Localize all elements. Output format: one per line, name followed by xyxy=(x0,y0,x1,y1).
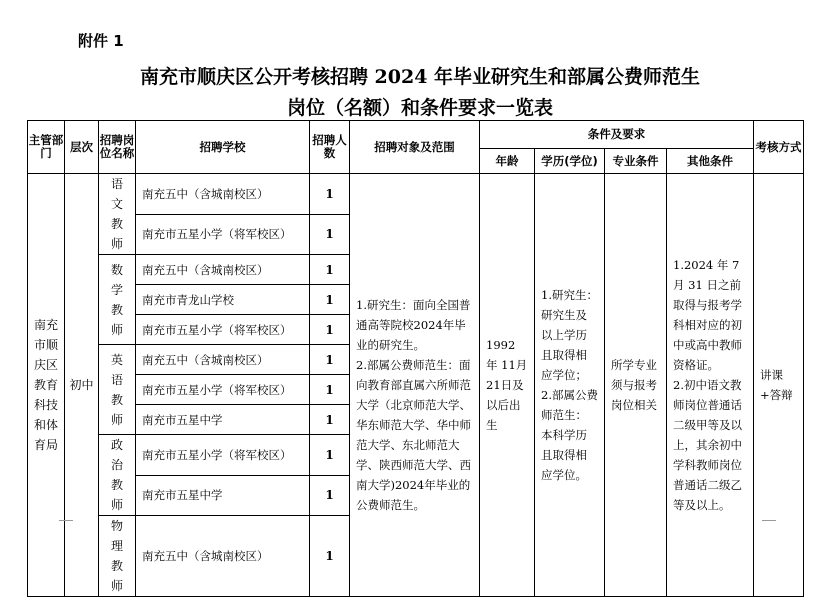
school-cell: 南充市五星小学（将军校区） xyxy=(136,435,310,476)
other-paragraph-2: 2.初中语文教师岗位普通话二级甲等及以上，其余初中学科教师岗位普通话二级乙等及以上。 xyxy=(673,378,742,512)
count-cell: 1 xyxy=(310,315,350,345)
school-cell: 南充市五星小学（将军校区） xyxy=(136,214,310,255)
page-corner-mark-right xyxy=(762,520,776,521)
position-cell: 政治教师 xyxy=(99,435,136,516)
header-row xyxy=(28,121,804,149)
table-body xyxy=(28,121,804,597)
table-row xyxy=(28,174,804,215)
position-cell: 英语教师 xyxy=(99,345,136,435)
age-cell: 1992 年 11月21日及以后出生 xyxy=(480,174,535,597)
recruitment-table xyxy=(27,120,804,597)
other-paragraph-1: 1.2024 年 7 月 31 日之前取得与报考学科相对应的初中或高中教师资格证。 xyxy=(673,258,742,372)
header-count: 招聘人数 xyxy=(310,121,350,174)
school-cell: 南充市五星中学 xyxy=(136,405,310,435)
header-level: 层次 xyxy=(65,121,99,174)
header-age: 年龄 xyxy=(480,149,535,174)
header-other: 其他条件 xyxy=(667,149,754,174)
education-paragraph-1: 1.研究生：研究生及以上学历且取得相应学位； xyxy=(541,288,598,382)
school-cell: 南充五中（含城南校区） xyxy=(136,174,310,215)
count-cell: 1 xyxy=(310,345,350,375)
header-conditions: 条件及要求 xyxy=(480,121,754,149)
header-exam: 考核方式 xyxy=(754,121,804,174)
school-cell: 南充市青龙山学校 xyxy=(136,285,310,315)
position-cell: 语文教师 xyxy=(99,174,136,255)
count-cell: 1 xyxy=(310,214,350,255)
school-cell: 南充五中（含城南校区） xyxy=(136,516,310,597)
school-cell: 南充五中（含城南校区） xyxy=(136,255,310,285)
header-target: 招聘对象及范围 xyxy=(350,121,480,174)
header-major: 专业条件 xyxy=(605,149,667,174)
document-title-line2: 岗位（名额）和条件要求一览表 xyxy=(286,97,553,119)
count-cell: 1 xyxy=(310,255,350,285)
school-cell: 南充五中（含城南校区） xyxy=(136,345,310,375)
target-cell xyxy=(350,174,480,597)
count-cell: 1 xyxy=(310,516,350,597)
education-cell xyxy=(535,174,605,597)
dept-cell: 南充市顺庆区教育科技和体育局 xyxy=(28,174,65,597)
page-corner-mark-left xyxy=(59,520,73,521)
count-cell: 1 xyxy=(310,405,350,435)
count-cell: 1 xyxy=(310,375,350,405)
major-cell: 所学专业须与报考岗位相关 xyxy=(605,174,667,597)
target-paragraph-2: 2.部属公费师范生：面向教育部直属六所师范大学（北京师范大学、华东师范大学、华中师范大学、东北师范大学、陕西师范大学、西南大学)2024年毕业的公费师范生。 xyxy=(356,358,471,512)
exam-cell: 讲课+答辩 xyxy=(754,174,804,597)
other-cell xyxy=(667,174,754,597)
header-dept: 主管部门 xyxy=(28,121,65,174)
school-cell: 南充市五星小学（将军校区） xyxy=(136,375,310,405)
count-cell: 1 xyxy=(310,285,350,315)
position-cell: 物理教师 xyxy=(99,516,136,597)
header-education: 学历(学位) xyxy=(535,149,605,174)
count-cell: 1 xyxy=(310,174,350,215)
school-cell: 南充市五星中学 xyxy=(136,475,310,516)
level-cell: 初中 xyxy=(65,174,99,597)
school-cell: 南充市五星小学（将军校区） xyxy=(136,315,310,345)
count-cell: 1 xyxy=(310,435,350,476)
document-title-line1: 南充市顺庆区公开考核招聘 2024 年毕业研究生和部属公费师范生 xyxy=(139,66,701,88)
education-paragraph-2: 2.部属公费师范生：本科学历且取得相应学位。 xyxy=(541,388,598,482)
attachment-label: 附件 1 xyxy=(78,32,124,50)
header-position: 招聘岗位名称 xyxy=(99,121,136,174)
position-cell: 数学教师 xyxy=(99,255,136,345)
count-cell: 1 xyxy=(310,475,350,516)
target-paragraph-1: 1.研究生：面向全国普通高等院校2024年毕业的研究生。 xyxy=(356,298,471,352)
header-school: 招聘学校 xyxy=(136,121,310,174)
